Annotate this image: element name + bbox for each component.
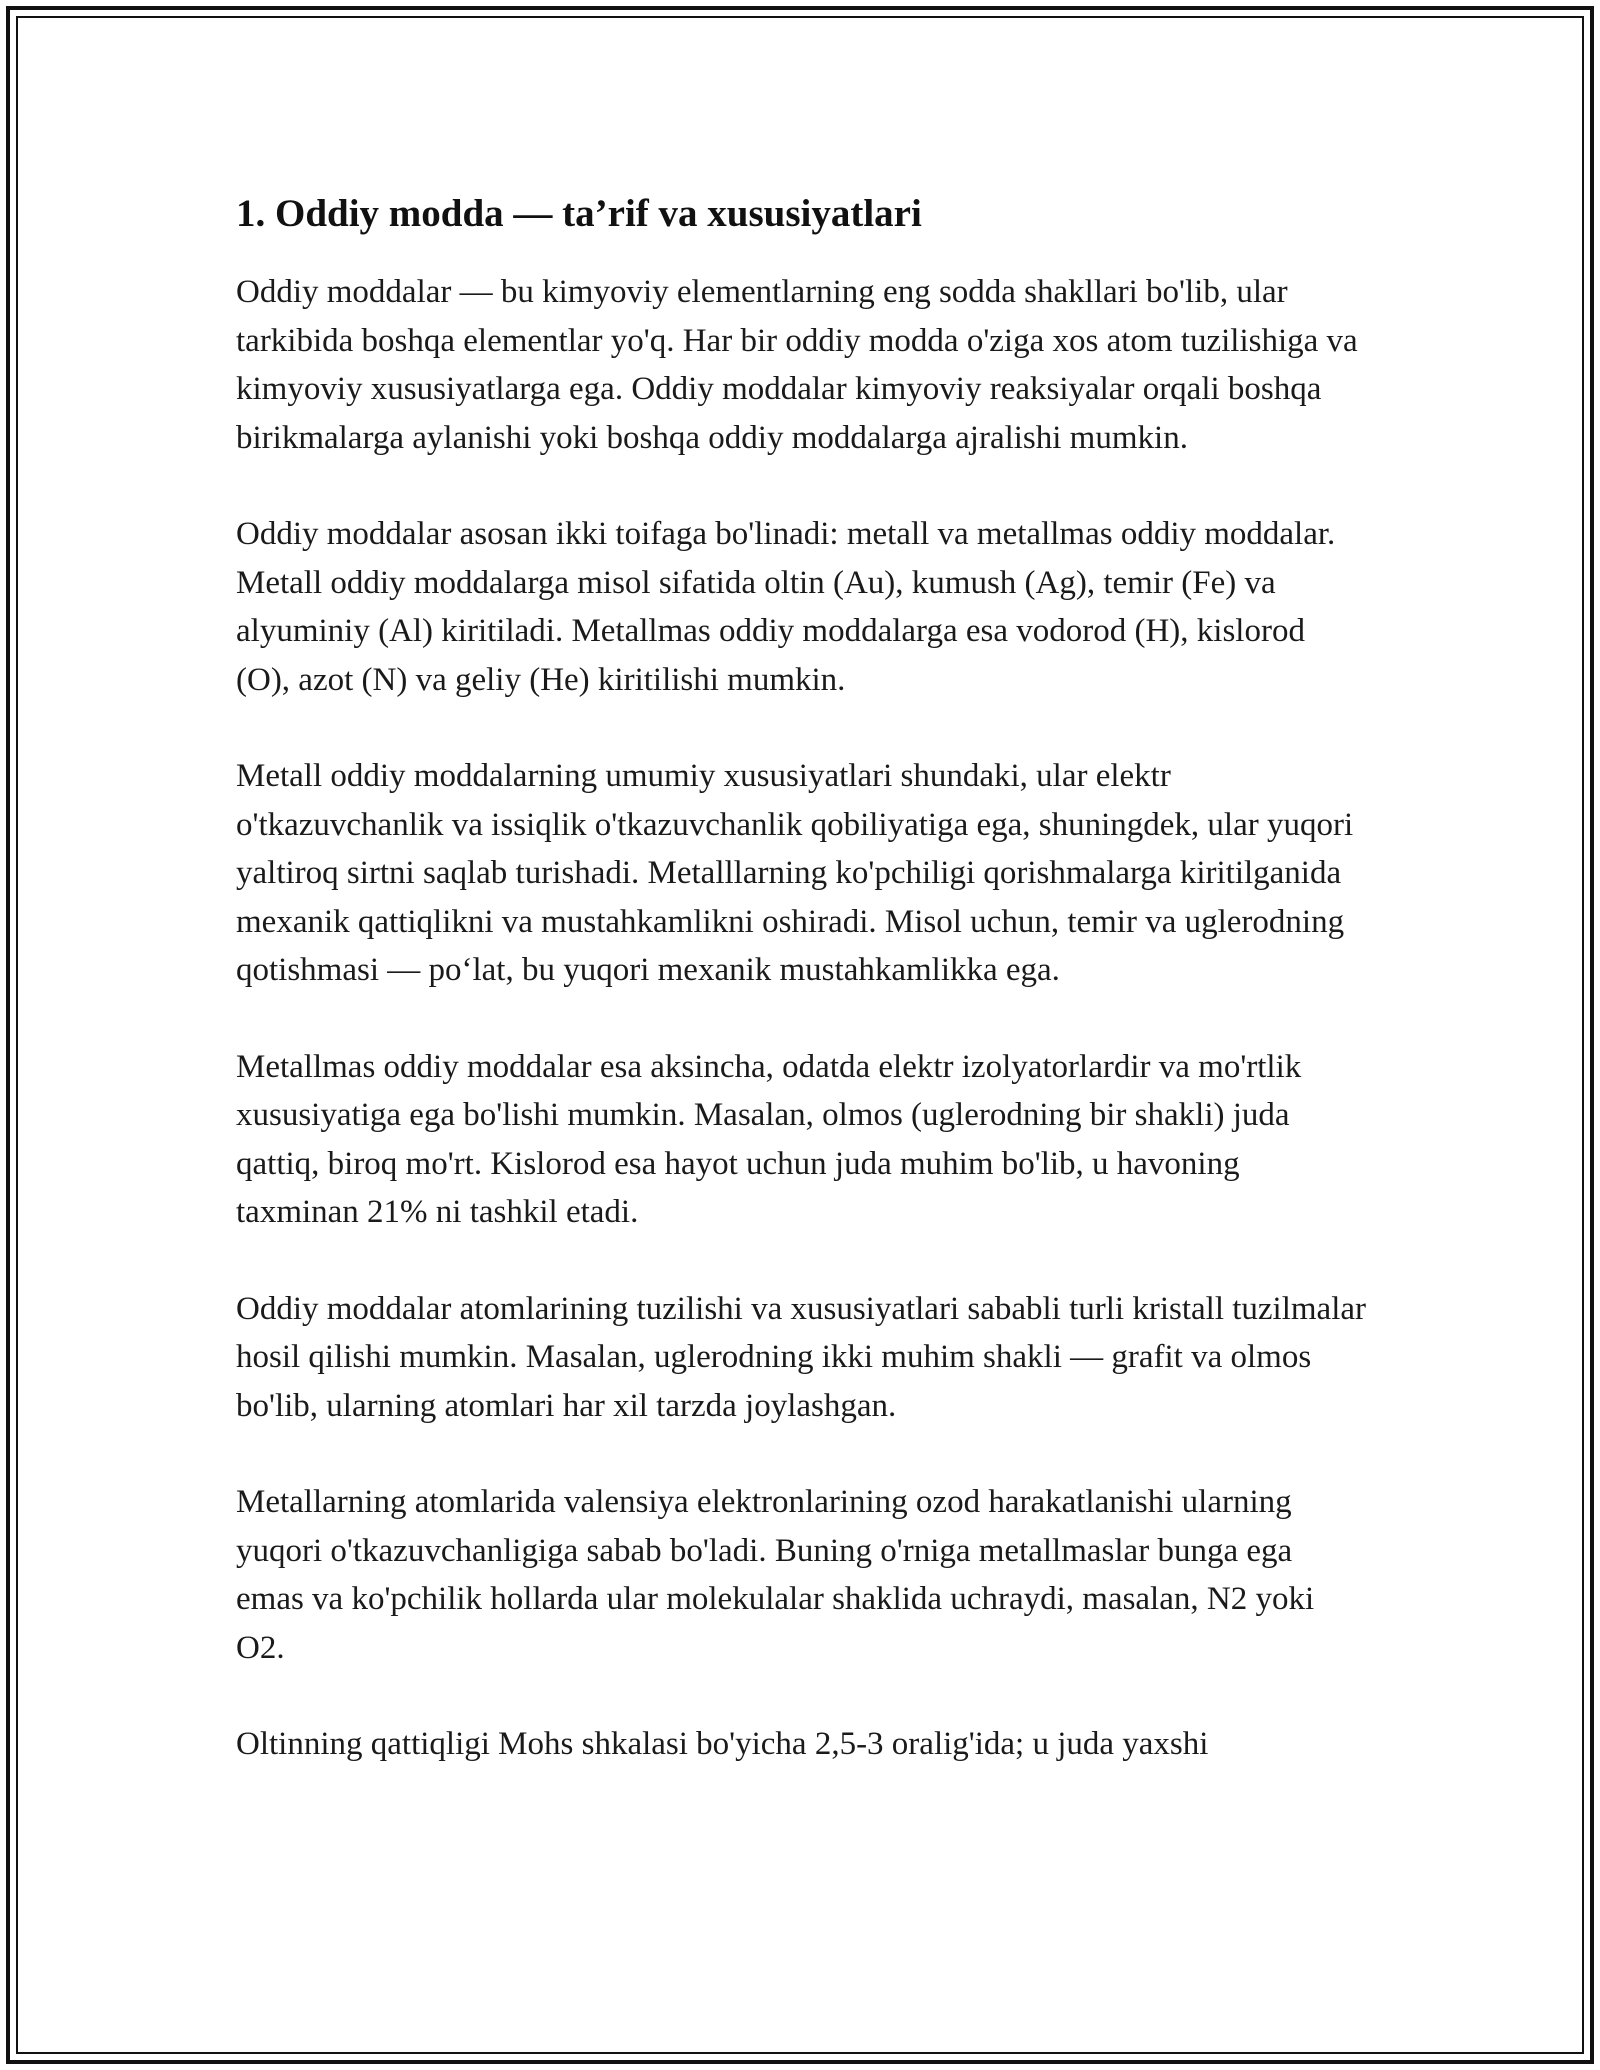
paragraph-metal-properties: Metall oddiy moddalarning umumiy xususiyatlari shundaki, ular elektr o'tkazuvchanlik va issiqlik o'tkazuvchanlik qobiliyatiga ega, shuningdek, ular yuqori yaltiroq sirtni saqlab turishadi. Metalllarning ko'pchiligi qorishmalarga kiritilganida mexanik qattiqlikni va mustahkamlikni oshiradi. Misol uchun, temir va uglerodning qotishmasi — po‘lat, bu yuqori mexanik mustahkamlikka ega. bbox=[236, 758, 1354, 988]
paragraph-valence-electrons: Metallarning atomlarida valensiya elektronlarining ozod harakatlanishi ularning yuqori o'tkazuvchanligiga sabab bo'ladi. Buning o'rniga metallmaslar bunga ega emas va ko'pchilik hollarda ular molekulalar shaklida uchraydi, masalan, N2 yoki O2. bbox=[236, 1484, 1315, 1666]
section-heading: 1. Oddiy modda — ta’rif va xususiyatlari bbox=[236, 192, 922, 235]
paragraph-nonmetal-properties: Metallmas oddiy moddalar esa aksincha, odatda elektr izolyatorlardir va mo'rtlik xususiyatiga ega bo'lishi mumkin. Masalan, olmos (uglerodning bir shakli) juda qattiq, biroq mo'rt. Kislorod esa hayot uchun juda muhim bo'lib, u havoning taxminan 21% ni tashkil etadi. bbox=[236, 1048, 1302, 1230]
paragraph-gold-hardness: Oltinning qattiqligi Mohs shkalasi bo'yicha 2,5-3 oralig'ida; u juda yaxshi bbox=[236, 1726, 1209, 1762]
document-body bbox=[236, 188, 1366, 1817]
paragraph-definition: Oddiy moddalar — bu kimyoviy elementlarning eng sodda shakllari bo'lib, ular tarkibida boshqa elementlar yo'q. Har bir oddiy modda o'ziga xos atom tuzilishiga va kimyoviy xususiyatlarga ega. Oddiy moddalar kimyoviy reaksiyalar orqali boshqa birikmalarga aylanishi yoki boshqa oddiy moddalarga ajralishi mumkin. bbox=[236, 274, 1358, 456]
paragraph-crystal-structures: Oddiy moddalar atomlarining tuzilishi va xususiyatlari sababli turli kristall tuzilmalar hosil qilishi mumkin. Masalan, uglerodning ikki muhim shakli — grafit va olmos bo'lib, ularning atomlari har xil tarzda joylashgan. bbox=[236, 1290, 1367, 1424]
paragraph-categories: Oddiy moddalar asosan ikki toifaga bo'linadi: metall va metallmas oddiy moddalar. Metall oddiy moddalarga misol sifatida oltin (Au), kumush (Ag), temir (Fe) va alyuminiy (Al) kiritiladi. Metallmas oddiy moddalarga esa vodorod (H), kislorod (O), azot (N) va geliy (He) kiritilishi mumkin. bbox=[236, 516, 1336, 698]
